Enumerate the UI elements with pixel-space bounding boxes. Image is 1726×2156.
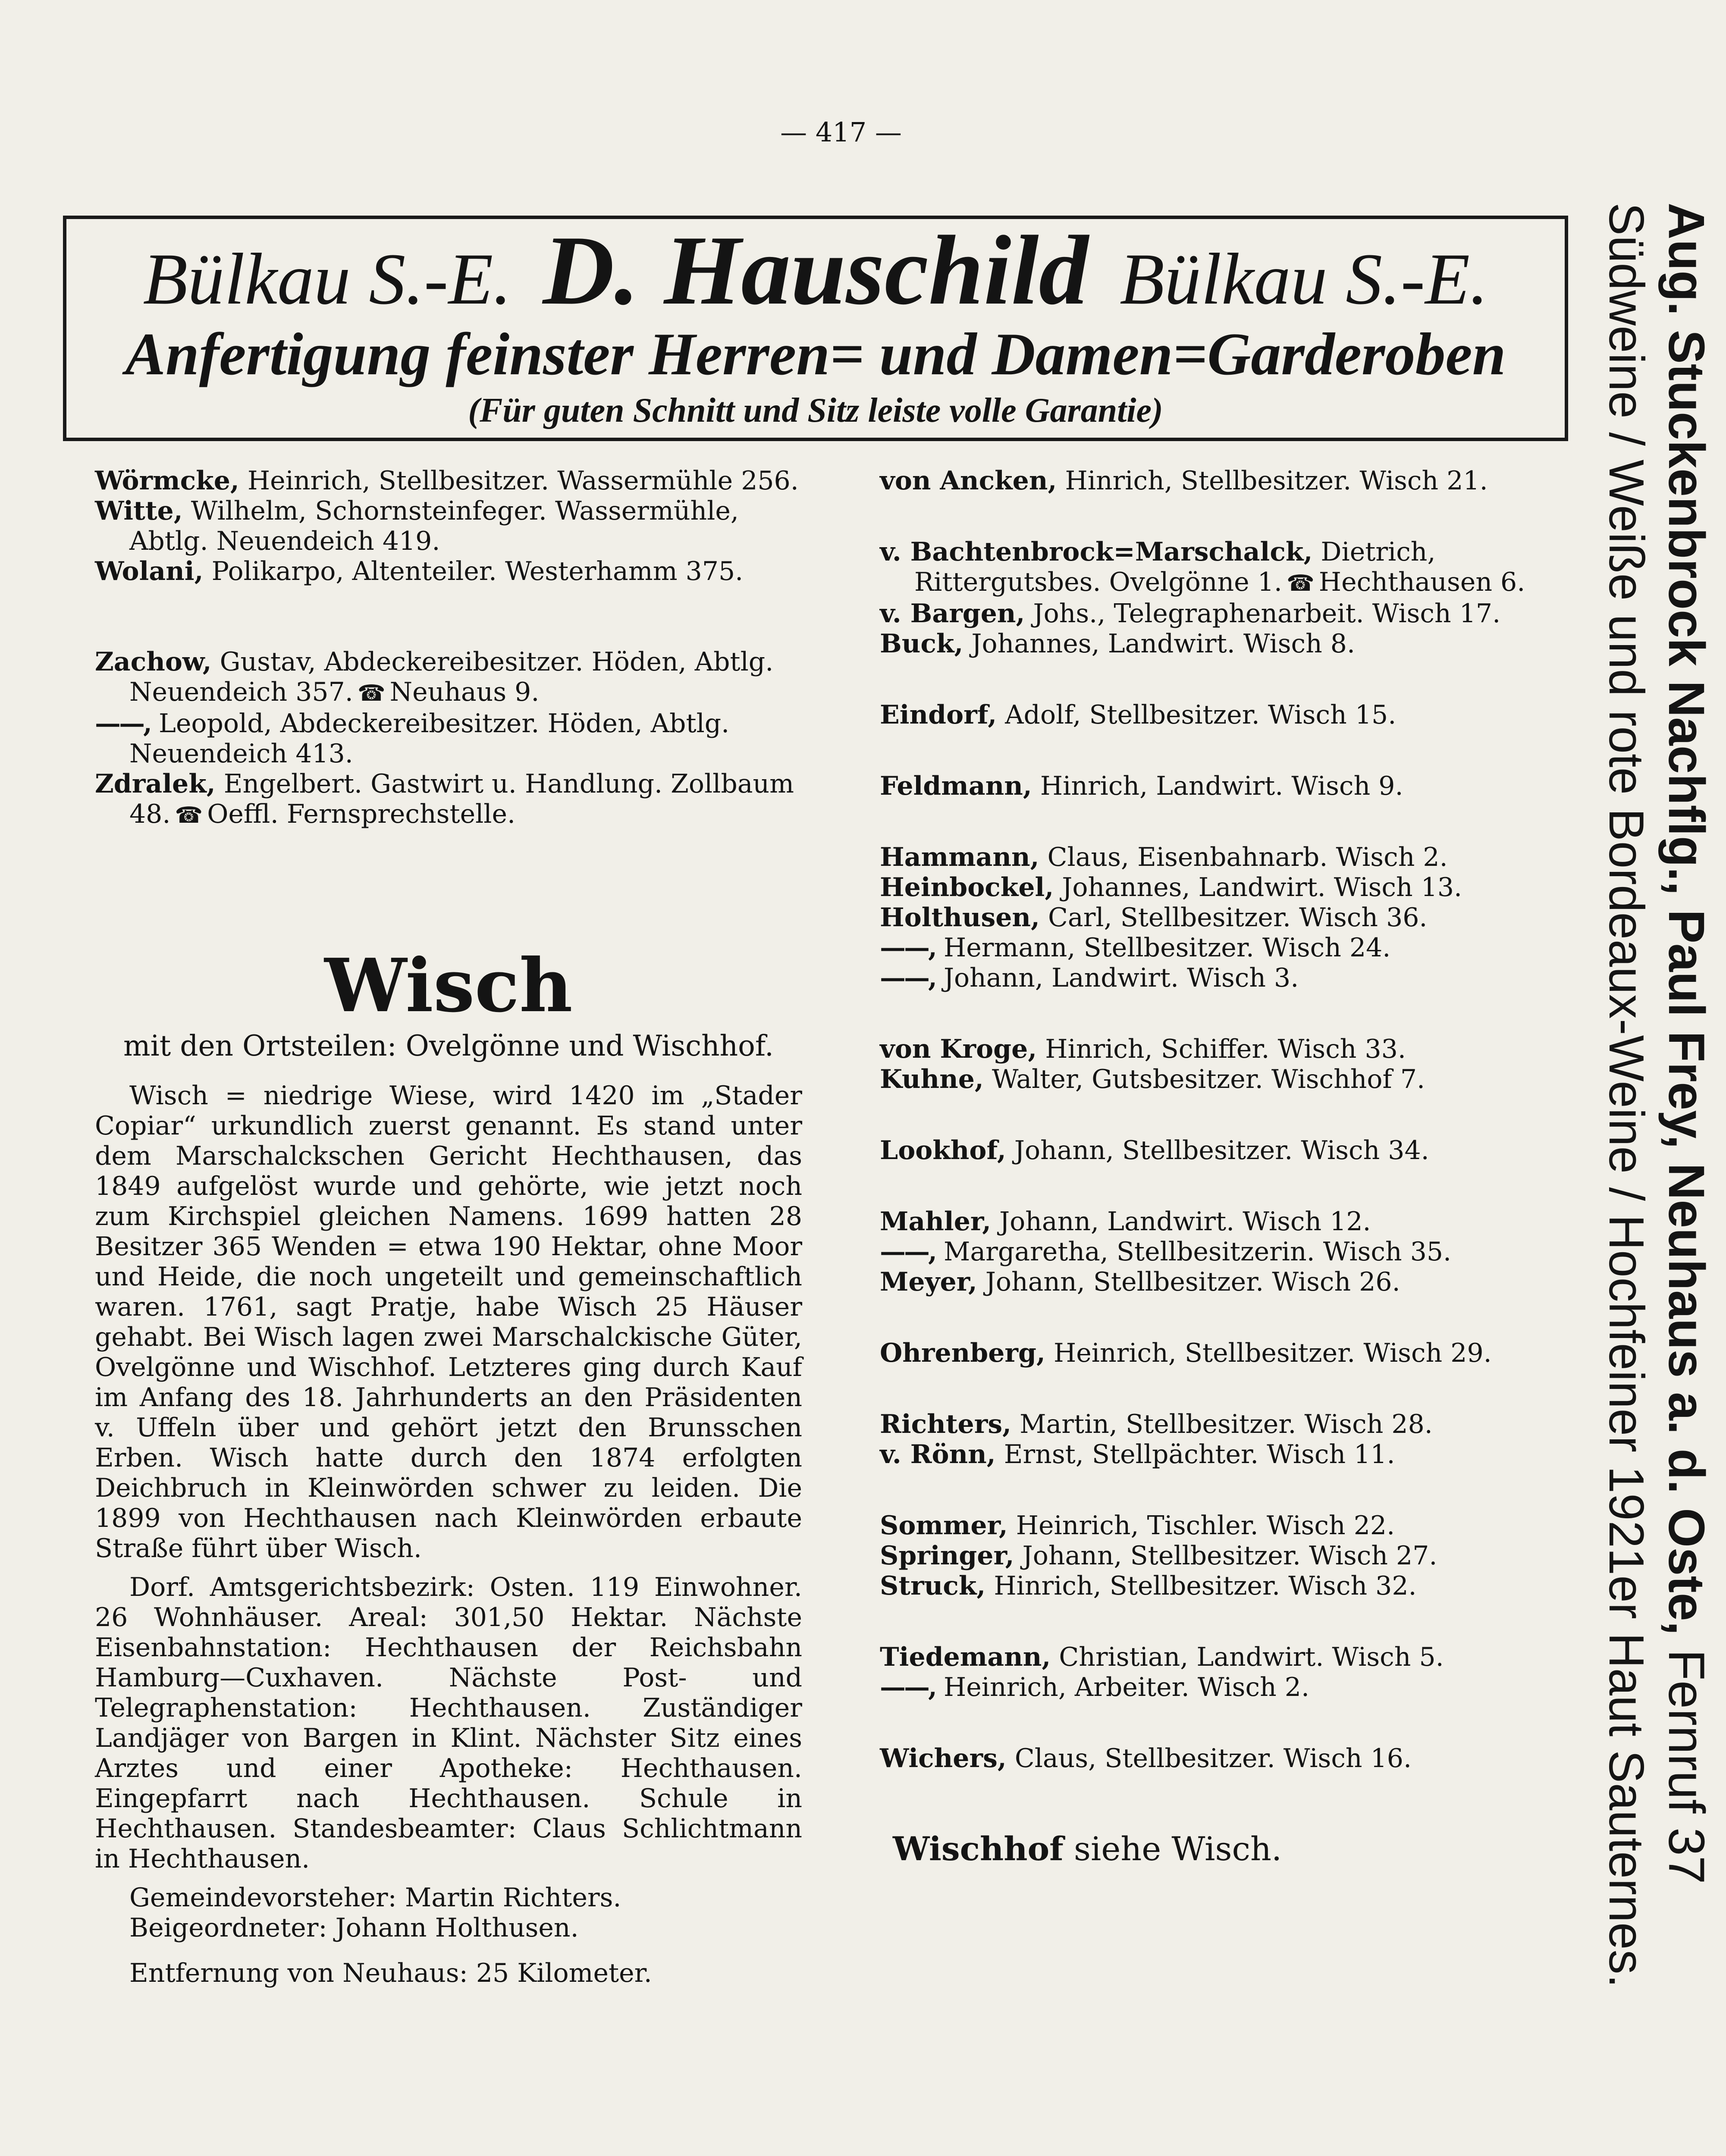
village-subtitle: mit den Ortsteilen: Ovelgönne und Wischhof.: [123, 1029, 774, 1062]
telephone-icon: ☎: [175, 802, 203, 828]
village-facts: Dorf. Amtsgerichtsbezirk: Osten. 119 Einwohner. 26 Wohnhäuser. Areal: 301,50 Hektar. Nächste Eisenbahnstation: Hechthausen der Reichsbahn Hamburg—Cuxhaven. Nächste Post- und Telegraphenstation: Hechthausen. Zuständiger Landjäger von Bargen in Klint. Nächster Sitz eines Arztes und einer Apotheke: Hechthausen. Eingepfarrt nach Hechthausen. Schule in Hechthausen. Standesbeamter: Claus Schlichtmann in Hechthausen.: [95, 1572, 802, 1874]
directory-entry: von Kroge, Hinrich, Schiffer. Wisch 33.: [880, 1034, 1406, 1064]
directory-entry: Tiedemann, Christian, Landwirt. Wisch 5.: [880, 1642, 1444, 1672]
ad-company-name: D. Hauschild: [543, 215, 1089, 325]
directory-entry: Eindorf, Adolf, Stellbesitzer. Wisch 15.: [880, 700, 1396, 730]
side-wine-advertisement: [1596, 203, 1717, 2156]
village-deputy: Beigeordneter: Johann Holthusen.: [129, 1913, 579, 1943]
directory-entry: Ohrenberg, Heinrich, Stellbesitzer. Wisch 29.: [880, 1338, 1492, 1368]
right-column: [880, 466, 1570, 1868]
directory-entry: Zdralek, Engelbert. Gastwirt u. Handlung. Zollbaum 48. ☎ Oeffl. Fernsprechstelle.: [95, 769, 794, 829]
directory-entry: Springer, Johann, Stellbesitzer. Wisch 27.: [880, 1541, 1437, 1571]
directory-entry: ——, Heinrich, Arbeiter. Wisch 2.: [880, 1672, 1310, 1702]
directory-entry: v. Bachtenbrock=Marschalck, Dietrich, Rittergutsbes. Ovelgönne 1. ☎ Hechthausen 6.: [880, 537, 1525, 597]
directory-entry: Wörmcke, Heinrich, Stellbesitzer. Wassermühle 256.: [95, 466, 799, 496]
directory-entry: Kuhne, Walter, Gutsbesitzer. Wischhof 7.: [880, 1064, 1425, 1094]
directory-entry: ——, Hermann, Stellbesitzer. Wisch 24.: [880, 933, 1391, 963]
directory-entry: Struck, Hinrich, Stellbesitzer. Wisch 32.: [880, 1571, 1417, 1601]
directory-entry: ——, Leopold, Abdeckereibesitzer. Höden, Abtlg. Neuendeich 413.: [95, 708, 730, 769]
directory-entry: Wichers, Claus, Stellbesitzer. Wisch 16.: [880, 1743, 1412, 1774]
directory-entry: Richters, Martin, Stellbesitzer. Wisch 28.: [880, 1409, 1433, 1439]
directory-entry: Witte, Wilhelm, Schornsteinfeger. Wassermühle, Abtlg. Neuendeich 419.: [95, 496, 739, 556]
directory-entry: v. Rönn, Ernst, Stellpächter. Wisch 11.: [880, 1439, 1395, 1470]
telephone-icon: ☎: [1287, 570, 1315, 596]
side-ad-products: Südweine / Weiße und rote Bordeaux-Weine / Hochfeiner 1921er Haut Sauternes.: [1599, 203, 1654, 1988]
directory-entry: Meyer, Johann, Stellbesitzer. Wisch 26.: [880, 1267, 1400, 1297]
ad-place-left: Bülkau S.-E.: [143, 238, 512, 320]
village-distance: Entfernung von Neuhaus: 25 Kilometer.: [129, 1958, 652, 1988]
directory-entry: Hammann, Claus, Eisenbahnarb. Wisch 2.: [880, 842, 1448, 872]
ad-note: (Für guten Schnitt und Sitz leiste volle Garantie): [468, 392, 1163, 429]
ad-tagline: Anfertigung feinster Herren= und Damen=Garderoben: [125, 321, 1506, 388]
side-ad-company: Aug. Stuckenbrock Nachflg., Paul Frey, Neuhaus a. d. Oste, Fernruf 37: [1658, 203, 1715, 1884]
directory-entry: v. Bargen, Johs., Telegraphenarbeit. Wisch 17.: [880, 599, 1501, 629]
directory-entry: Holthusen, Carl, Stellbesitzer. Wisch 36.: [880, 903, 1428, 933]
page-number: — 417 —: [780, 116, 902, 148]
directory-entry: von Ancken, Hinrich, Stellbesitzer. Wisch 21.: [880, 466, 1488, 496]
directory-entry: Zachow, Gustav, Abdeckereibesitzer. Höden, Abtlg. Neuendeich 357. ☎ Neuhaus 9.: [95, 647, 774, 707]
directory-entry: Sommer, Heinrich, Tischler. Wisch 22.: [880, 1510, 1395, 1541]
wischhof-cross-reference: Wischhof siehe Wisch.: [893, 1830, 1282, 1868]
directory-entry: Buck, Johannes, Landwirt. Wisch 8.: [880, 629, 1356, 659]
directory-entry: ——, Johann, Landwirt. Wisch 3.: [880, 963, 1299, 993]
directory-entry: Lookhof, Johann, Stellbesitzer. Wisch 34.: [880, 1135, 1429, 1166]
ad-place-right: Bülkau S.-E.: [1120, 238, 1488, 320]
village-title: Wisch: [324, 943, 573, 1029]
directory-entry: Feldmann, Hinrich, Landwirt. Wisch 9.: [880, 771, 1403, 801]
ad-headline: [66, 215, 1565, 325]
directory-entry: ——, Margaretha, Stellbesitzerin. Wisch 35.: [880, 1237, 1452, 1267]
village-mayor: Gemeindevorsteher: Martin Richters.: [129, 1883, 621, 1913]
village-history: Wisch = niedrige Wiese, wird 1420 im „Stader Copiar“ urkundlich zuerst genannt. Es stand unter dem Marschalckschen Gericht Hechthausen, das 1849 aufgelöst wurde und gehörte, wie jetzt noch zum Kirchspiel gleichen Namens. 1699 hatten 28 Besitzer 365 Wenden = etwa 190 Hektar, ohne Moor und Heide, die noch ungeteilt und gemeinschaftlich waren. 1761, sagt Pratje, habe Wisch 25 Häuser gehabt. Bei Wisch lagen zwei Marschalckische Güter, Ovelgönne und Wischhof. Letzteres ging durch Kauf im Anfang des 18. Jahrhunderts an den Präsidenten v. Uffeln über und gehört jetzt den Brunsschen Erben. Wisch hatte durch den 1874 erfolgten Deichbruch in Kleinwörden schwer zu leiden. Die 1899 von Hechthausen nach Kleinwörden erbaute Straße führt über Wisch.: [95, 1081, 802, 1564]
directory-entry: Wolani, Polikarpo, Altenteiler. Westerhamm 375.: [95, 556, 744, 586]
directory-entry: Mahler, Johann, Landwirt. Wisch 12.: [880, 1206, 1371, 1237]
left-column: [95, 466, 802, 1988]
directory-entry: Heinbockel, Johannes, Landwirt. Wisch 13.: [880, 872, 1462, 903]
hauschild-advertisement: [63, 216, 1568, 441]
telephone-icon: ☎: [357, 680, 386, 706]
